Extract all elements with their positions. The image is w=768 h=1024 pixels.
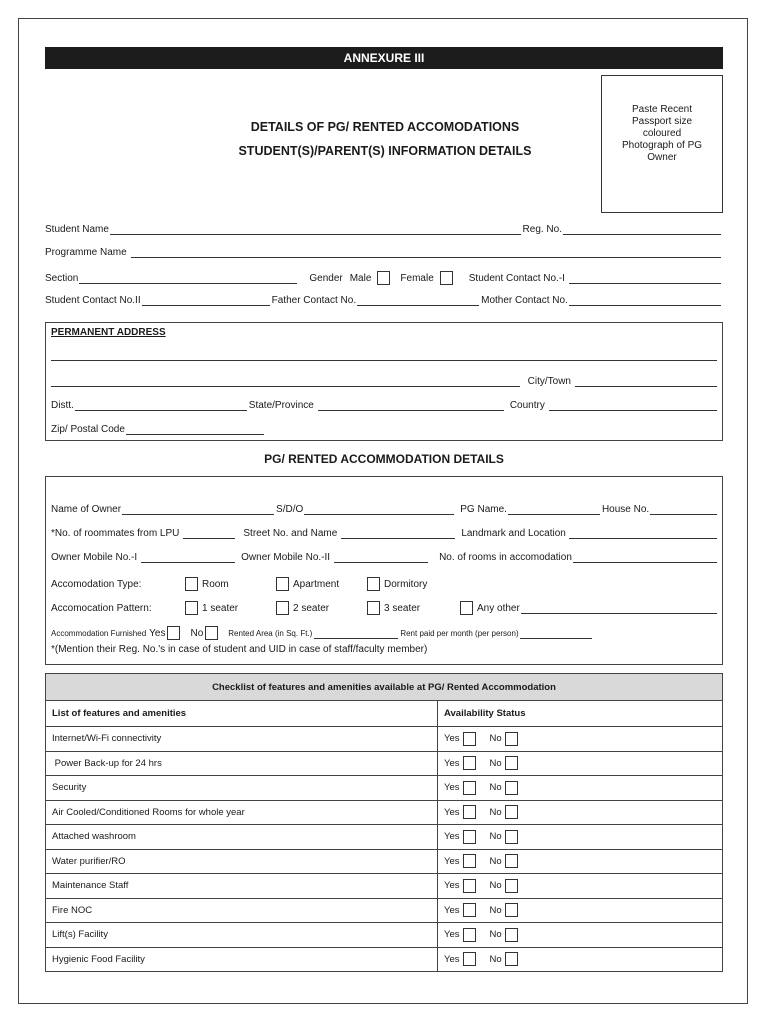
form-title-line1: DETAILS OF PG/ RENTED ACCOMODATIONS — [250, 120, 520, 134]
zip-label: Zip/ Postal Code — [51, 424, 125, 435]
type-dormitory-label: Dormitory — [384, 579, 428, 590]
no-checkbox[interactable] — [505, 879, 518, 893]
no-checkbox[interactable] — [505, 781, 518, 795]
yes-label: Yes — [444, 806, 460, 818]
address-line-2[interactable] — [51, 376, 520, 387]
amenity-name: Maintenance Staff — [46, 874, 438, 899]
student-contact-2-label: Student Contact No.II — [45, 295, 141, 306]
yes-checkbox[interactable] — [463, 903, 476, 917]
type-label: Accomodation Type: — [51, 579, 142, 590]
photo-box[interactable] — [601, 75, 723, 213]
permanent-address-heading: PERMANENT ADDRESS — [51, 327, 166, 338]
note-row — [51, 644, 717, 656]
no-checkbox[interactable] — [505, 756, 518, 770]
no-checkbox[interactable] — [505, 903, 518, 917]
yes-label: Yes — [444, 831, 460, 843]
address-city-row — [51, 376, 717, 388]
amenity-name: Security — [46, 776, 438, 801]
table-row — [46, 898, 723, 923]
amenity-name: Fire NOC — [46, 898, 438, 923]
pattern-label: Accomocation Pattern: — [51, 603, 152, 614]
yes-label: Yes — [444, 953, 460, 965]
furnished-no-checkbox[interactable] — [205, 626, 218, 640]
programme-name-label: Programme Name — [45, 247, 127, 258]
pattern-1-label: 1 seater — [202, 603, 239, 614]
pattern-1-checkbox[interactable] — [185, 601, 198, 615]
rent-paid-label: Rent paid per month (per person) — [400, 629, 519, 638]
section-field[interactable] — [79, 273, 297, 284]
type-apartment-label: Apartment — [293, 579, 340, 590]
amenity-name: Air Cooled/Conditioned Rooms for whole year — [46, 800, 438, 825]
no-label: No — [489, 831, 502, 843]
female-checkbox[interactable] — [440, 271, 453, 285]
address-zip-row — [51, 424, 351, 436]
amenity-name: Power Back-up for 24 hrs — [46, 751, 438, 776]
table-row — [46, 800, 723, 825]
roommates-row — [51, 528, 717, 540]
student-name-row — [45, 224, 723, 236]
table-caption: Checklist of features and amenities available at PG/ Rented Accommodation — [46, 674, 723, 701]
state-field[interactable] — [318, 400, 504, 411]
table-row — [46, 874, 723, 899]
no-label: No — [489, 757, 502, 769]
pg-section-heading: PG/ RENTED ACCOMMODATION DETAILS — [264, 452, 504, 466]
street-field[interactable] — [341, 528, 455, 539]
table-row — [46, 923, 723, 948]
no-checkbox[interactable] — [505, 928, 518, 942]
no-checkbox[interactable] — [505, 952, 518, 966]
furnished-row — [51, 626, 717, 640]
availability-cell — [438, 898, 723, 923]
pg-name-field[interactable] — [508, 504, 600, 515]
country-field[interactable] — [549, 400, 717, 411]
table-row — [46, 947, 723, 972]
annexure-header: ANNEXURE III — [45, 47, 723, 69]
father-contact-field[interactable] — [357, 295, 479, 306]
rooms-label: No. of rooms in accomodation — [439, 552, 572, 563]
yes-no-group — [444, 879, 716, 893]
yes-no-group — [444, 756, 716, 770]
amenities-table — [45, 673, 723, 972]
pattern-3-checkbox[interactable] — [367, 601, 380, 615]
photo-box-line: Owner — [647, 152, 677, 163]
sdo-label: S/D/O — [276, 504, 304, 515]
no-checkbox[interactable] — [505, 805, 518, 819]
rent-paid-field[interactable] — [520, 628, 592, 639]
pattern-2-label: 2 seater — [293, 603, 330, 614]
yes-no-group — [444, 952, 716, 966]
yes-checkbox[interactable] — [463, 805, 476, 819]
male-checkbox[interactable] — [377, 271, 390, 285]
availability-cell — [438, 947, 723, 972]
no-label: No — [489, 904, 502, 916]
yes-checkbox[interactable] — [463, 952, 476, 966]
yes-checkbox[interactable] — [463, 879, 476, 893]
type-apartment-checkbox[interactable] — [276, 577, 289, 591]
student-name-label: Student Name — [45, 224, 109, 235]
zip-field[interactable] — [126, 424, 264, 435]
house-no-label: House No. — [601, 504, 650, 515]
state-label: State/Province — [248, 400, 314, 411]
availability-cell — [438, 800, 723, 825]
table-row — [46, 727, 723, 752]
address-line-1[interactable] — [51, 360, 717, 361]
table-caption-row — [46, 674, 723, 701]
yes-label: Yes — [444, 733, 460, 745]
no-checkbox[interactable] — [505, 732, 518, 746]
rented-area-field[interactable] — [314, 628, 398, 639]
rented-area-label: Rented Area (in Sq. Ft.) — [228, 629, 313, 638]
programme-name-field[interactable] — [131, 247, 721, 258]
country-label: Country — [509, 400, 545, 411]
availability-cell — [438, 849, 723, 874]
type-room-label: Room — [202, 579, 229, 590]
availability-cell — [438, 776, 723, 801]
yes-no-group — [444, 854, 716, 868]
reg-no-label: Reg. No. — [522, 224, 562, 235]
owner-name-field[interactable] — [122, 504, 274, 515]
yes-no-group — [444, 830, 716, 844]
distt-label: Distt. — [51, 400, 74, 411]
availability-cell — [438, 727, 723, 752]
father-contact-label: Father Contact No. — [271, 295, 357, 306]
table-header-row — [46, 701, 723, 727]
student-name-field[interactable] — [110, 224, 521, 235]
table-row — [46, 849, 723, 874]
no-label: No — [489, 953, 502, 965]
pattern-other-field[interactable] — [521, 603, 717, 614]
no-label: No — [489, 880, 502, 892]
owner-name-label: Name of Owner — [51, 504, 122, 515]
rooms-field[interactable] — [573, 552, 717, 563]
owner-mobile-1-label: Owner Mobile No.-I — [51, 552, 138, 563]
owner-mobile-2-label: Owner Mobile No.-II — [241, 552, 331, 563]
type-room-checkbox[interactable] — [185, 577, 198, 591]
section-label: Section — [45, 273, 79, 284]
yes-no-group — [444, 732, 716, 746]
roommates-note: *(Mention their Reg. No.'s in case of student and UID in case of staff/faculty member) — [51, 644, 428, 655]
student-contact-1-field[interactable] — [569, 273, 721, 284]
table-row — [46, 751, 723, 776]
yes-checkbox[interactable] — [463, 756, 476, 770]
male-label: Male — [349, 273, 372, 284]
contacts-row — [45, 295, 723, 307]
house-no-field[interactable] — [650, 504, 717, 515]
owner-mobile-row — [51, 552, 717, 564]
col-status-header: Availability Status — [438, 701, 723, 727]
yes-checkbox[interactable] — [463, 830, 476, 844]
pattern-3-label: 3 seater — [384, 603, 421, 614]
owner-mobile-2-field[interactable] — [334, 552, 428, 563]
photo-box-line: Paste Recent — [631, 104, 693, 115]
photo-box-line: Photograph of PG — [621, 140, 703, 151]
gender-label: Gender — [309, 273, 343, 284]
yes-no-group — [444, 903, 716, 917]
no-label: No — [489, 855, 502, 867]
yes-no-group — [444, 781, 716, 795]
form-title-line2: STUDENT(S)/PARENT(S) INFORMATION DETAILS — [238, 144, 532, 158]
no-label: No — [489, 782, 502, 794]
availability-cell — [438, 751, 723, 776]
amenity-name: Hygienic Food Facility — [46, 947, 438, 972]
amenity-name: Internet/Wi-Fi connectivity — [46, 727, 438, 752]
yes-checkbox[interactable] — [463, 928, 476, 942]
yes-no-group — [444, 805, 716, 819]
no-checkbox[interactable] — [505, 830, 518, 844]
no-label: No — [489, 733, 502, 745]
yes-label: Yes — [444, 757, 460, 769]
mother-contact-field[interactable] — [569, 295, 721, 306]
landmark-label: Landmark and Location — [461, 528, 566, 539]
furnished-yes-label: Yes — [149, 628, 166, 639]
amenity-name: Water purifier/RO — [46, 849, 438, 874]
pattern-other-checkbox[interactable] — [460, 601, 473, 615]
female-label: Female — [400, 273, 434, 284]
city-label: City/Town — [527, 376, 571, 387]
amenity-name: Lift(s) Facility — [46, 923, 438, 948]
distt-field[interactable] — [75, 400, 247, 411]
street-label: Street No. and Name — [243, 528, 338, 539]
pg-name-label: PG Name. — [460, 504, 507, 515]
yes-checkbox[interactable] — [463, 732, 476, 746]
programme-row — [45, 247, 723, 259]
availability-cell — [438, 874, 723, 899]
student-contact-2-field[interactable] — [142, 295, 270, 306]
furnished-no-label: No — [190, 628, 204, 639]
yes-label: Yes — [444, 929, 460, 941]
furnished-label: Accommodation Furnished — [51, 629, 147, 638]
owner-mobile-1-field[interactable] — [141, 552, 235, 563]
no-label: No — [489, 929, 502, 941]
accommodation-type-row — [51, 577, 717, 591]
availability-cell — [438, 923, 723, 948]
student-contact-1-label: Student Contact No.-I — [468, 273, 565, 284]
table-row — [46, 825, 723, 850]
no-label: No — [489, 806, 502, 818]
yes-checkbox[interactable] — [463, 854, 476, 868]
sdo-field[interactable] — [304, 504, 454, 515]
table-row — [46, 776, 723, 801]
roommates-field[interactable] — [183, 528, 235, 539]
city-field[interactable] — [575, 376, 717, 387]
reg-no-field[interactable] — [563, 224, 721, 235]
col-features-header: List of features and amenities — [46, 701, 438, 727]
yes-label: Yes — [444, 855, 460, 867]
landmark-field[interactable] — [569, 528, 717, 539]
furnished-yes-checkbox[interactable] — [167, 626, 180, 640]
type-dormitory-checkbox[interactable] — [367, 577, 380, 591]
yes-label: Yes — [444, 904, 460, 916]
photo-box-line: Passport size — [631, 116, 693, 127]
pattern-2-checkbox[interactable] — [276, 601, 289, 615]
address-district-row — [51, 400, 717, 412]
availability-cell — [438, 825, 723, 850]
mother-contact-label: Mother Contact No. — [481, 295, 568, 306]
no-checkbox[interactable] — [505, 854, 518, 868]
yes-checkbox[interactable] — [463, 781, 476, 795]
yes-no-group — [444, 928, 716, 942]
accommodation-pattern-row — [51, 601, 717, 615]
owner-row — [51, 504, 717, 516]
section-row — [45, 271, 723, 285]
photo-box-line: coloured — [642, 128, 682, 139]
pattern-other-label: Any other — [477, 603, 520, 614]
yes-label: Yes — [444, 880, 460, 892]
roommates-label: *No. of roommates from LPU — [51, 528, 180, 539]
yes-label: Yes — [444, 782, 460, 794]
amenity-name: Attached washroom — [46, 825, 438, 850]
